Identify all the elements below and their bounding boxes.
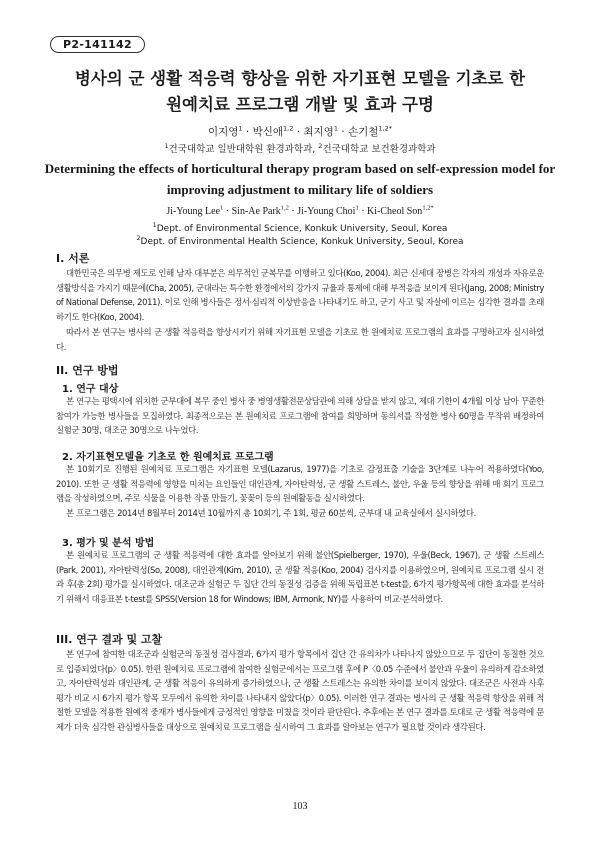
poster-id-badge: P2-141142 (50, 36, 145, 53)
en-author-1: Ji-Young Lee (166, 206, 221, 217)
ko-affil-2-sup: 2 (318, 141, 323, 150)
en-affil-2-text: Dept. of Environmental Health Science, Konkuk University, Seoul, Korea (140, 237, 464, 247)
ko-affil-1: 건국대학교 일반대학원 환경과학과, (168, 144, 319, 155)
ko-author-4-sup: 1,2* (378, 124, 392, 133)
page-number: 103 (292, 801, 308, 812)
english-title (20, 158, 580, 200)
ko-author-1-sup: 1 (238, 124, 243, 133)
results-paragraph: 본 연구에 참여한 대조군과 실험군의 동질성 검사결과, 6가지 평가 항목에서 집단 간 유의차가 나타나지 않았으므로 두 집단이 동질한 것으로 입증되었다(p〉0.05). 한편 원예치료 프로그램에 참여한 실험군에서는 프로그램 후에 P〈0.05 수준에서 불안과 우울이 유의하게 감소하였고, 자아탄력성과 대인관계, 군 생활 적응이 유의하게 증가하였으나, 군 생활 스트레스는 유의한 차이를 보이지 않았다. 대조군은 사전과 사후 평가 비교 시 6가지 평가 항목 모두에서 유의한 차이를 나타내지 않았다(p〉0.05). 이러한 연구 결과는 병사의 군 생활 적응력 향상을 위해 적절한 모델을 적용한 원예적 중재가 병사들에게 긍정적인 영향을 미쳤을 것이라 판단된다. 추후에는 본 연구 결과를 토대로 군 생활 적응력에 문제가 더욱 심각한 관심병사들을 대상으로 원예치료 프로그램을 실시하여 그 효과를 알아보는 연구가 필요할 것이라 생각된다. (56, 649, 544, 732)
english-title-line-1: Determining the effects of horticultural therapy program based on self-expression model for (44, 161, 556, 176)
ko-author-3: 최지영 (303, 126, 334, 138)
intro-paragraph-1: 대한민국은 의무병 제도로 인해 남자 대부분은 의무적인 군복무를 이행하고 있다(Koo, 2004). 최근 신세대 장병은 각자의 개성과 자유로운 생활방식을 가지기 때문에(Cha, 2005), 군대라는 특수한 환경에서의 강가지 규율과 통제에 대해 부적응을 보이게 된다(Jang, 2008; Ministry of National Defense, 2011). 이로 인해 병사들은 정서·심리적 이상반응을 나타내기도 하고, 군기 사고 및 자살에 이르는 심각한 결과를 초래하기도 한다(Koo, 2004). (56, 268, 544, 322)
korean-title-line-2: 원예치료 프로그램 개발 및 효과 구명 (166, 95, 434, 114)
en-affil-1-text: Dept. of Environmental Science, Konkuk University, Seoul, Korea (156, 224, 448, 234)
ko-author-1: 이지영 (207, 126, 239, 138)
methods-program-paragraph-2: 본 프로그램은 2014년 8월부터 2014년 10월까지 총 10회기, 주 1회, 평균 60분씩, 군부대 내 교육실에서 실시하였다. (66, 508, 476, 518)
en-author-2-sup: 1,2 (280, 204, 289, 212)
ko-author-3-sup: 1 (333, 124, 338, 133)
methods-subjects-paragraph: 본 연구는 평택시에 위치한 군부대에 복무 중인 병사 중 병영생활전문상담관에 의해 상담을 받지 않고, 제대 기한이 4개월 이상 남아 꾸준한 참여가 가능한 병사들을 모집하였다. 최종적으로는 본 원예치료 프로그램에 참여를 희망하며 동의서를 작성한 병사 60명을 무작위 배정하여 실험군 30명, 대조군 30명으로 나누었다. (56, 396, 544, 436)
section-heading-results: III. 연구 결과 및 고찰 (56, 633, 163, 646)
methods-analysis-paragraph: 본 원예치료 프로그램의 군 생활 적응력에 대한 효과를 알아보기 위해 불안(Spielberger, 1970), 우울(Beck, 1967), 군 생활 스트레스(Park, 2001), 자아탄력성(So, 2008), 대인관계(Kim, 2010), 군 생활 적응(Koo, 2004) 검사지를 이용하였으며, 원예치료 프로그램 실시 전과 후(총 2회) 평가를 실시하였다. 대조군과 실험군 두 집단 간의 동질성 검증을 위해 독립표본 t-test를, 6가지 평가항목에 대한 효과를 분석하기 위해서 대응표본 t-test를 SPSS(Version 18 for Windows; IBM, Armonk, NY)를 사용하여 비교·분석하였다. (56, 550, 544, 604)
english-affiliation-2 (40, 234, 560, 247)
ko-affil-1-sup: 1 (164, 141, 169, 150)
en-affil-1-sup: 1 (152, 221, 157, 229)
korean-title-line-1: 병사의 군 생활 적응력 향상을 위한 자기표현 모델을 기초로 한 (74, 69, 526, 88)
english-title-line-2: improving adjustment to military life of soldiers (166, 182, 434, 197)
en-author-1-sup: 1 (220, 204, 224, 212)
ko-author-2-sup: 1,2 (283, 124, 294, 133)
section-heading-methods: II. 연구 방법 (56, 364, 119, 377)
intro-paragraph-2: 따라서 본 연구는 병사의 군 생활 적응력을 향상시키기 위해 자기표현 모델을 기초로 한 원예치료 프로그램의 효과를 구명하고자 실시하였다. (56, 327, 544, 352)
korean-title (40, 66, 560, 118)
ko-affil-2: 건국대학교 보건환경과학과 (322, 144, 436, 155)
en-author-4: Ki-Cheol Son (367, 206, 423, 217)
methods-program-paragraph-1: 본 10회기로 진행된 원예치료 프로그램은 자기표현 모델(Lazarus, 1977)을 기초로 감정표출 기술을 3단계로 나누어 적용하였다(Yoo, 2010). 또한 군 생활 적응력에 영향을 미치는 요인들인 대인관계, 자아탄력성, 군 생활 스트레스, 불안, 우울 등의 향상을 위해 매 회기 프로그램을 작성하였으며, 주로 식물을 이용한 작품 만들기, 꽃꽂이 등의 원예활동을 실시하였다. (56, 464, 544, 504)
subsection-heading-analysis: 3. 평가 및 분석 방법 (62, 538, 155, 549)
korean-authors: 이지영$^1$ · 박신애$^{1,2}$ · 최지영$^1$ · 손기철$^{1,2*}$ (207, 124, 392, 138)
subsection-heading-subjects: 1. 연구 대상 (62, 384, 119, 395)
en-author-3: Ji-Young Choi (297, 206, 356, 217)
ko-author-4: 손기철 (347, 126, 379, 138)
en-author-2: Sin-Ae Park (231, 206, 281, 217)
en-affil-2-sup: 2 (136, 234, 141, 242)
en-author-3-sup: 1 (355, 204, 359, 212)
korean-affiliation (40, 141, 560, 155)
subsection-heading-program: 2. 자기표현모델을 기초로 한 원예치료 프로그램 (62, 452, 274, 463)
en-author-4-sup: 1,2* (422, 204, 434, 212)
section-heading-intro: I. 서론 (56, 252, 90, 265)
ko-author-2: 박신애 (252, 126, 284, 138)
english-authors: Ji-Young Lee$^1$ · Sin-Ae Park$^{1,2}$ · Ji-Young Choi$^1$ · Ki-Cheol Son$^{1,2*}$ (166, 204, 434, 217)
english-affiliation-1 (40, 221, 560, 234)
